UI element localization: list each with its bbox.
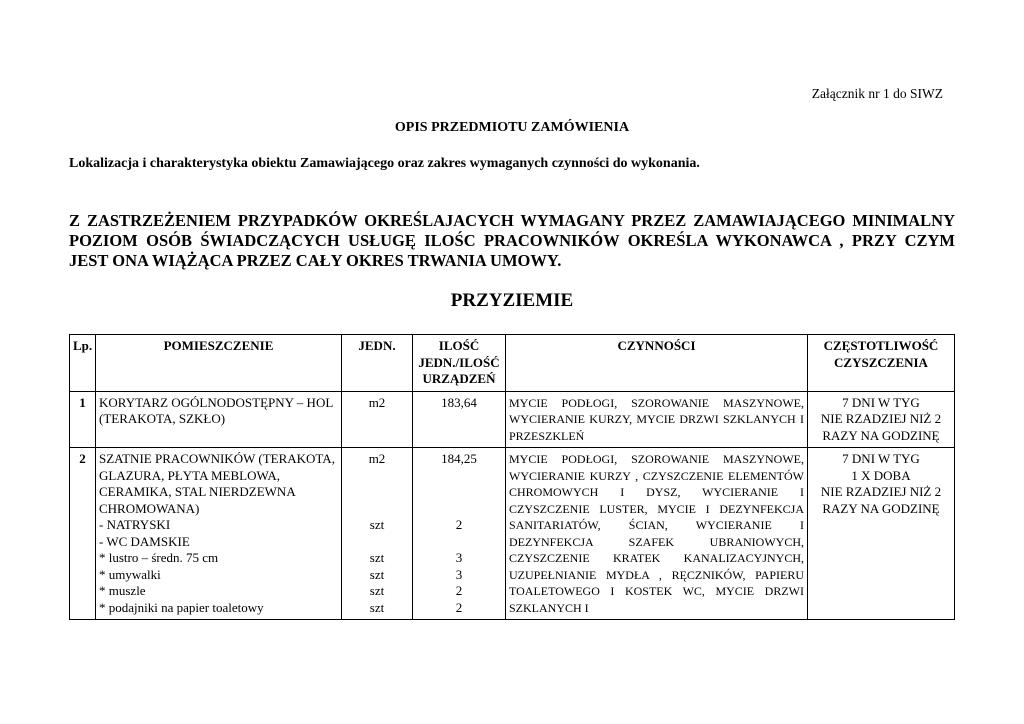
unit-value: szt (369, 566, 385, 582)
frequency-line: NIE RZADZIEJ NIŻ 2 RAZY NA GODZINĘ (820, 484, 942, 516)
row-unit: m2 (342, 391, 413, 448)
row-frequency (808, 391, 955, 448)
room-item: * muszle (99, 583, 146, 598)
frequency-line: NIE RZADZIEJ NIŻ 2 RAZY NA GODZINĘ (820, 411, 942, 443)
table-row (70, 448, 955, 620)
room-item: - WC DAMSKIE (99, 533, 190, 549)
qty-value: 2 (455, 583, 463, 598)
header-frequency: CZĘSTOTLIWOŚĆ CZYSZCZENIA (808, 335, 955, 392)
row-room: KORYTARZ OGÓLNODOSTĘPNY – HOL (TERAKOTA, SZKŁO) (96, 391, 342, 448)
table-header-row (70, 335, 955, 392)
scope-table (69, 334, 955, 620)
frequency-line: 1 X DOBA (851, 467, 911, 483)
header-room: POMIESZCZENIE (96, 335, 342, 392)
document-title: OPIS PRZEDMIOTU ZAMÓWIENIA (394, 120, 630, 135)
unit-value: szt (369, 583, 385, 598)
room-description: SZATNIE PRACOWNIKÓW (TERAKOTA, GLAZURA, PŁYTA MEBLOWA, CERAMIKA, STAL NIERDZEWNA CHROMOWANA) (99, 451, 335, 516)
location-line: Lokalizacja i charakterystyka obiektu Zamawiającego oraz zakres wymaganych czynności do wykonania. (69, 156, 700, 171)
row-lp: 1 (70, 391, 96, 448)
room-item: - NATRYSKI (99, 517, 171, 532)
frequency-line: 7 DNI W TYG (842, 394, 920, 410)
row-qty: 183,64 (413, 391, 506, 448)
row-activities: MYCIE PODŁOGI, SZOROWANIE MASZYNOWE, WYCIERANIE KURZY , CZYSZCZENIE ELEMENTÓW CHROMOWYCH I DYSZ, WYCIERANIE I CZYSZCZENIE LUSTER, MYCIE I DEZYNFEKCJA SANITARIATÓW, ŚCIAN, WYCIERANIE I DEZYNFEKCJA SZAFEK UBRANIOWYCH, CZYSZCZENIE KRATEK KANALIZACYJNYCH, UZUPEŁNIANIE MYDŁA , RĘCZNIKÓW, PAPIERU TOALETOWEGO I KOSTEK WC, MYCIE DRZWI SZKLANYCH I (506, 448, 808, 620)
room-item: * podajniki na papier toaletowy (99, 599, 264, 615)
header-lp: Lp. (70, 335, 96, 392)
floor-heading: PRZYZIEMIE (450, 290, 574, 311)
row-activities: MYCIE PODŁOGI, SZOROWANIE MASZYNOWE, WYCIERANIE KURZY, MYCIE DRZWI SZKLANYCH I PRZESZKLEŃ (506, 391, 808, 448)
unit-value: szt (369, 599, 385, 615)
qty-value: 2 (455, 517, 463, 532)
header-qty: ILOŚĆ JEDN./ILOŚĆ URZĄDZEŃ (413, 335, 506, 392)
row-unit (342, 448, 413, 620)
table-row (70, 391, 955, 448)
qty-value: 3 (455, 550, 463, 565)
row-lp: 2 (70, 448, 96, 620)
row-qty (413, 448, 506, 620)
room-item: * lustro – średn. 75 cm (99, 550, 219, 565)
frequency-line: 7 DNI W TYG (842, 451, 920, 466)
qty-value: 3 (455, 566, 463, 582)
row-room (96, 448, 342, 620)
qty-value: 184,25 (441, 451, 477, 466)
header-unit: JEDN. (342, 335, 413, 392)
notice-paragraph: Z ZASTRZEŻENIEM PRZYPADKÓW OKREŚLAJACYCH WYMAGANY PRZEZ ZAMAWIAJĄCEGO MINIMALNY POZIOM OSÓB ŚWIADCZĄCYCH USŁUGĘ ILOŚC PRACOWNIKÓW OKREŚLA WYKONAWCA , PRZY CZYM JEST ONA WIĄŻĄCA PRZEZ CAŁY OKRES TRWANIA UMOWY. (69, 211, 955, 270)
unit-value: szt (369, 517, 385, 532)
row-frequency (808, 448, 955, 620)
annex-label: Załącznik nr 1 do SIWZ (811, 86, 943, 101)
unit-value: szt (369, 550, 385, 565)
header-activities: CZYNNOŚCI (506, 335, 808, 392)
room-item: * umywalki (99, 566, 161, 582)
unit-value: m2 (368, 451, 386, 466)
qty-value: 2 (455, 599, 463, 615)
